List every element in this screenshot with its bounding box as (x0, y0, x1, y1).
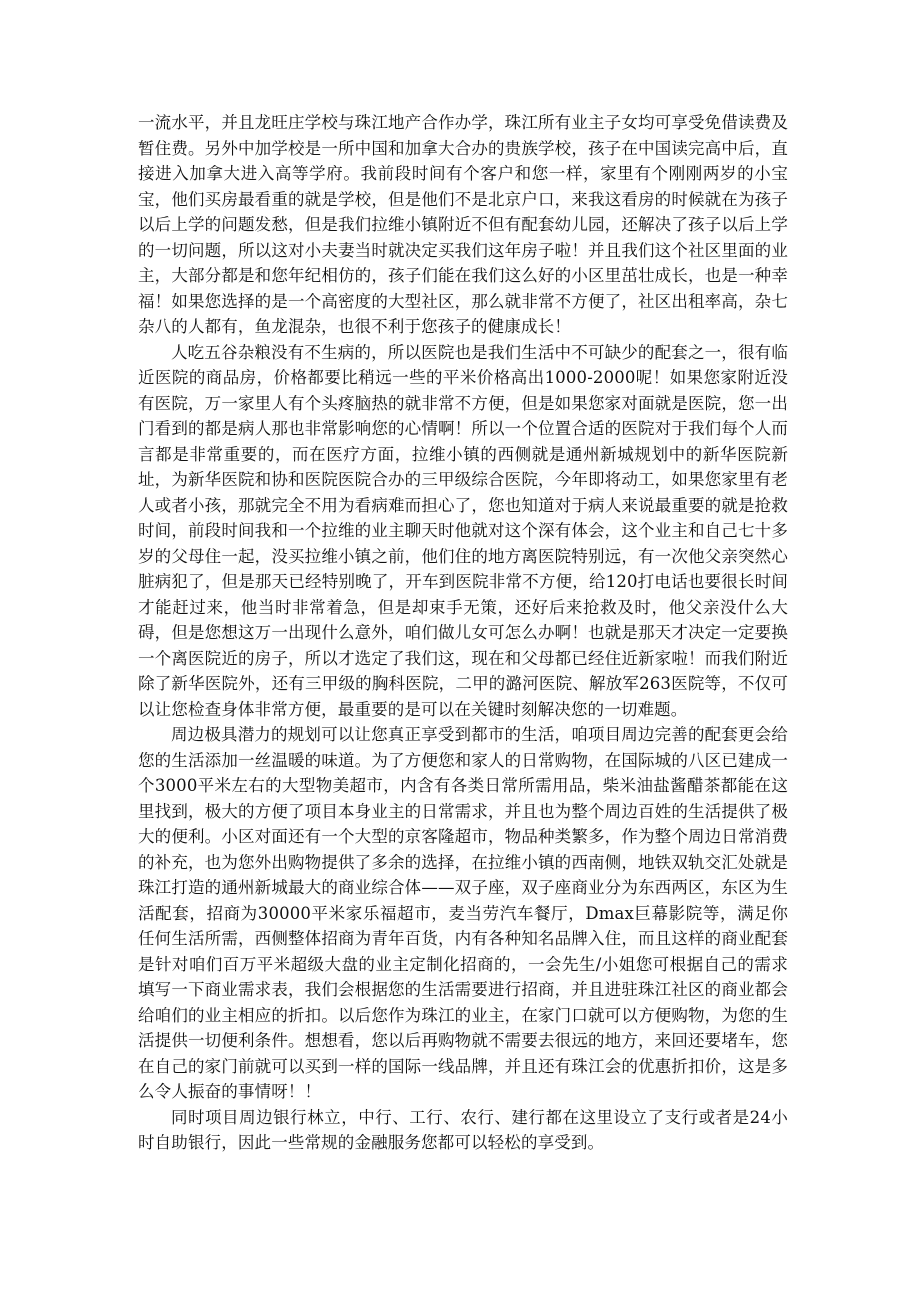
paragraph-banks: 同时项目周边银行林立，中行、工行、农行、建行都在这里设立了支行或者是24小时自助银行，因此一些常规的金融服务您都可以轻松的享受到。 (138, 1107, 788, 1152)
paragraph-schools: 一流水平，并且龙旺庄学校与珠江地产合作办学，珠江所有业主子女均可享受免借读费及暂住费。另外中加学校是一所中国和加拿大合办的贵族学校，孩子在中国读完高中后，直接进入加拿大进入高等学府。我前段时间有个客户和您一样，家里有个刚刚两岁的小宝宝，他们买房最看重的就是学校，但是他们不是北京户口，来我这看房的时候就在为孩子以后上学的问题发愁，但是我们拉维小镇附近不但有配套幼儿园，还解决了孩子以后上学的一切问题，所以这对小夫妻当时就决定买我们这年房子啦！并且我们这个社区里面的业主，大部分都是和您年纪相仿的，孩子们能在我们这么好的小区里茁壮成长，也是一种幸福！如果您选择的是一个高密度的大型社区，那么就非常不方便了，社区出租率高，杂七杂八的人都有，鱼龙混杂，也很不利于您孩子的健康成长！ (138, 113, 788, 336)
document-body (138, 110, 788, 1156)
paragraph-shopping: 周边极具潜力的规划可以让您真正享受到都市的生活，咱项目周边完善的配套更会给您的生活添加一丝温暖的味道。为了方便您和家人的日常购物，在国际城的八区已建成一个3000平米左右的大型物美超市，内含有各类日常所需用品，柴米油盐酱醋茶都能在这里找到，极大的方便了项目本身业主的日常需求，并且也为整个周边百姓的生活提供了极大的便利。小区对面还有一个大型的京客隆超市，物品种类繁多，作为整个周边日常消费的补充，也为您外出购物提供了多余的选择，在拉维小镇的西南侧，地铁双轨交汇处就是珠江打造的通州新城最大的商业综合体——双子座，双子座商业分为东西两区，东区为生活配套，招商为30000平米家乐福超市，麦当劳汽车餐厅，Dmax巨幕影院等，满足你任何生活所需，西侧整体招商为青年百货，内有各种知名品牌入住，而且这样的商业配套是针对咱们百万平米超级大盘的业主定制化招商的，一会先生/小姐您可根据自己的需求填写一下商业需求表，我们会根据您的生活需要进行招商，并且进驻珠江社区的商业都会给咱们的业主相应的折扣。以后您作为珠江的业主，在家门口就可以方便购物，为您的生活提供一切便利条件。想想看，您以后再购物就不需要去很远的地方，来回还要堵车，您在自己的家门前就可以买到一样的国际一线品牌，并且还有珠江会的优惠折扣价，这是多么令人振奋的事情呀！！ (138, 725, 788, 1101)
paragraph-hospitals: 人吃五谷杂粮没有不生病的，所以医院也是我们生活中不可缺少的配套之一，很有临近医院的商品房，价格都要比稍远一些的平米价格高出1000-2000呢！如果您家附近没有医院，万一家里人有个头疼脑热的就非常不方便，但是如果您家对面就是医院，您一出门看到的都是病人那也非常影响您的心情啊！所以一个位置合适的医院对于我们每个人而言都是非常重要的，而在医疗方面，拉维小镇的西侧就是通州新城规划中的新华医院新址，为新华医院和协和医院医院合办的三甲级综合医院，今年即将动工，如果您家里有老人或者小孩，那就完全不用为看病难而担心了，您也知道对于病人来说最重要的就是抢救时间，前段时间我和一个拉维的业主聊天时他就对这个深有体会，这个业主和自己七十多岁的父母住一起，没买拉维小镇之前，他们住的地方离医院特别远，有一次他父亲突然心脏病犯了，但是那天已经特别晚了，开车到医院非常不方便，给120打电话也要很长时间才能赶过来，他当时非常着急，但是却束手无策，还好后来抢救及时，他父亲没什么大碍，但是您想这万一出现什么意外，咱们做儿女可怎么办啊！也就是那天才决定一定要换一个离医院近的房子，所以才选定了我们这，现在和父母都已经住近新家啦！而我们附近除了新华医院外，还有三甲级的胸科医院，二甲的潞河医院、解放军263医院等，不仅可以让您检查身体非常方便，最重要的是可以在关键时刻解决您的一切难题。 (138, 342, 788, 719)
